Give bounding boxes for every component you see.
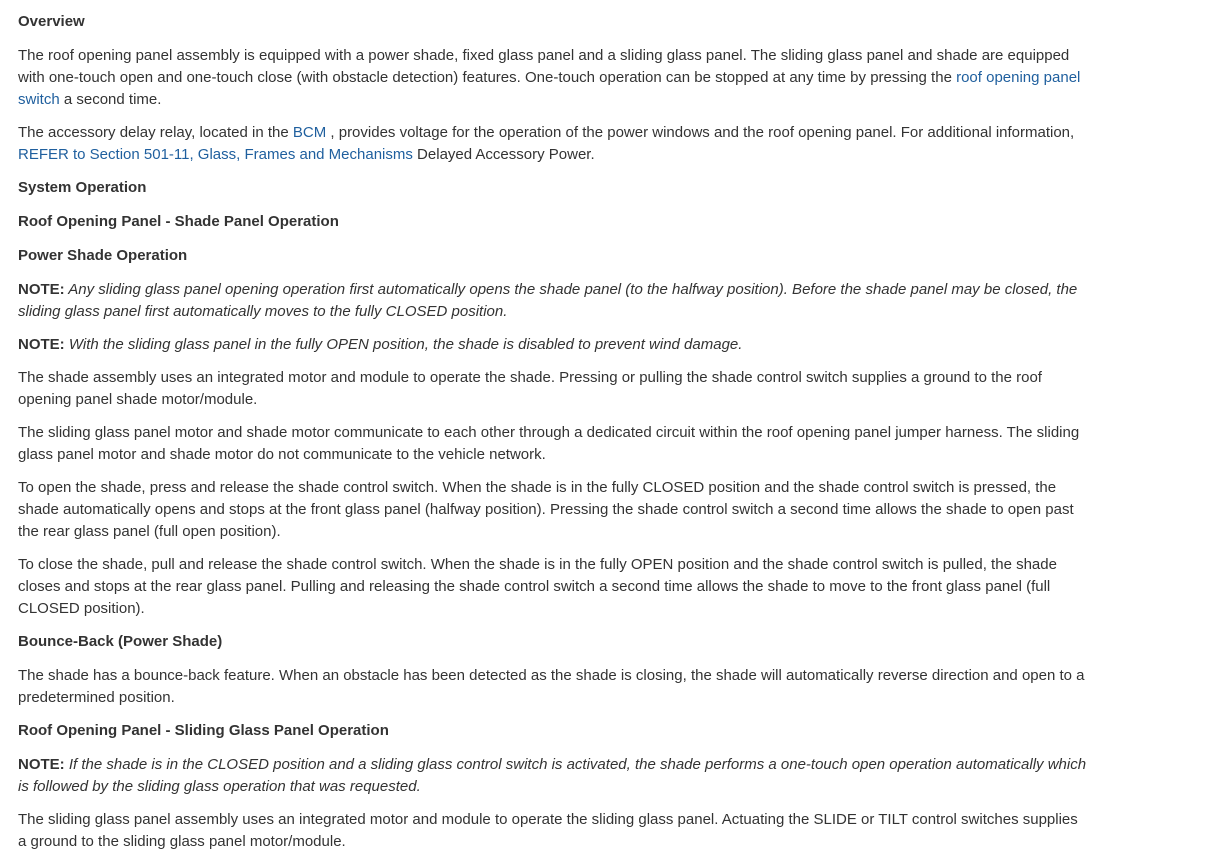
overview-paragraph-1 bbox=[18, 45, 1088, 111]
note-3-label: NOTE: bbox=[18, 756, 65, 773]
shade-panel-operation-heading: Roof Opening Panel - Shade Panel Operation bbox=[18, 213, 339, 230]
note-2 bbox=[18, 334, 1088, 356]
overview-p1-text-before: The roof opening panel assembly is equipped with a power shade, fixed glass panel and a sliding glass panel. The sliding glass panel and shade are equipped with one-touch open and one-touch close (with obstacle detection) features. One-touch operation can be stopped at any time by pressing the bbox=[18, 47, 1070, 86]
overview-heading: Overview bbox=[18, 13, 85, 30]
overview-p2-text-mid: , provides voltage for the operation of the power windows and the roof opening panel. For additional information, bbox=[326, 124, 1075, 141]
bounce-back-heading: Bounce-Back (Power Shade) bbox=[18, 633, 223, 650]
bounce-back-paragraph: The shade has a bounce-back feature. When an obstacle has been detected as the shade is closing, the shade will automatically reverse direction and open to a predetermined position. bbox=[18, 667, 1085, 706]
note-3 bbox=[18, 754, 1088, 798]
note-2-label: NOTE: bbox=[18, 336, 65, 353]
motor-communication-paragraph: The sliding glass panel motor and shade motor communicate to each other through a dedicated circuit within the roof opening panel jumper harness. The sliding glass panel motor and shade motor do not communicate to the vehicle network. bbox=[18, 424, 1080, 463]
open-shade-paragraph: To open the shade, press and release the shade control switch. When the shade is in the fully CLOSED position and the shade control switch is pressed, the shade automatically opens and stops at the front glass panel (halfway position). Pressing the shade control switch a second time allows the shade to open past the rear glass panel (full open position). bbox=[18, 479, 1074, 540]
overview-p2-text-before: The accessory delay relay, located in the bbox=[18, 124, 293, 141]
roof-opening-panel-switch-link[interactable]: roof opening panel switch bbox=[18, 69, 1081, 108]
bcm-link[interactable]: BCM bbox=[292, 124, 327, 141]
sliding-glass-panel-operation-heading: Roof Opening Panel - Sliding Glass Panel Operation bbox=[18, 722, 389, 739]
power-shade-operation-heading: Power Shade Operation bbox=[18, 247, 188, 264]
system-operation-heading: System Operation bbox=[18, 179, 147, 196]
shade-assembly-paragraph: The shade assembly uses an integrated motor and module to operate the shade. Pressing or pulling the shade control switch supplies a ground to the roof opening panel shade motor/module. bbox=[18, 369, 1042, 408]
note-1-text: Any sliding glass panel opening operation first automatically opens the shade panel (to the halfway position). Before the shade panel may be closed, the sliding glass panel first automatically moves to the fully CLOSED position. bbox=[18, 281, 1078, 320]
sliding-glass-assembly-paragraph: The sliding glass panel assembly uses an integrated motor and module to operate the sliding glass panel. Actuating the SLIDE or TILT control switches supplies a ground to the sliding glass panel motor/module. bbox=[18, 811, 1078, 850]
overview-p2-text-after: Delayed Accessory Power. bbox=[412, 146, 595, 163]
overview-p1-text-after: a second time. bbox=[59, 91, 162, 108]
note-2-text: With the sliding glass panel in the fully OPEN position, the shade is disabled to prevent wind damage. bbox=[64, 336, 743, 353]
note-3-text: If the shade is in the CLOSED position and a sliding glass control switch is activated, the shade performs a one-touch open operation automatically which is followed by the sliding glass operation that was requested. bbox=[18, 756, 1087, 795]
overview-paragraph-2 bbox=[18, 122, 1088, 166]
note-1 bbox=[18, 279, 1088, 323]
section-501-11-link[interactable]: REFER to Section 501-11, Glass, Frames and Mechanisms bbox=[18, 146, 413, 163]
close-shade-paragraph: To close the shade, pull and release the shade control switch. When the shade is in the fully OPEN position and the shade control switch is pulled, the shade closes and stops at the rear glass panel. Pulling and releasing the shade control switch a second time allows the shade to move to the front glass panel (full CLOSED position). bbox=[18, 556, 1057, 617]
note-1-label: NOTE: bbox=[18, 281, 65, 298]
document-content bbox=[18, 11, 1088, 864]
